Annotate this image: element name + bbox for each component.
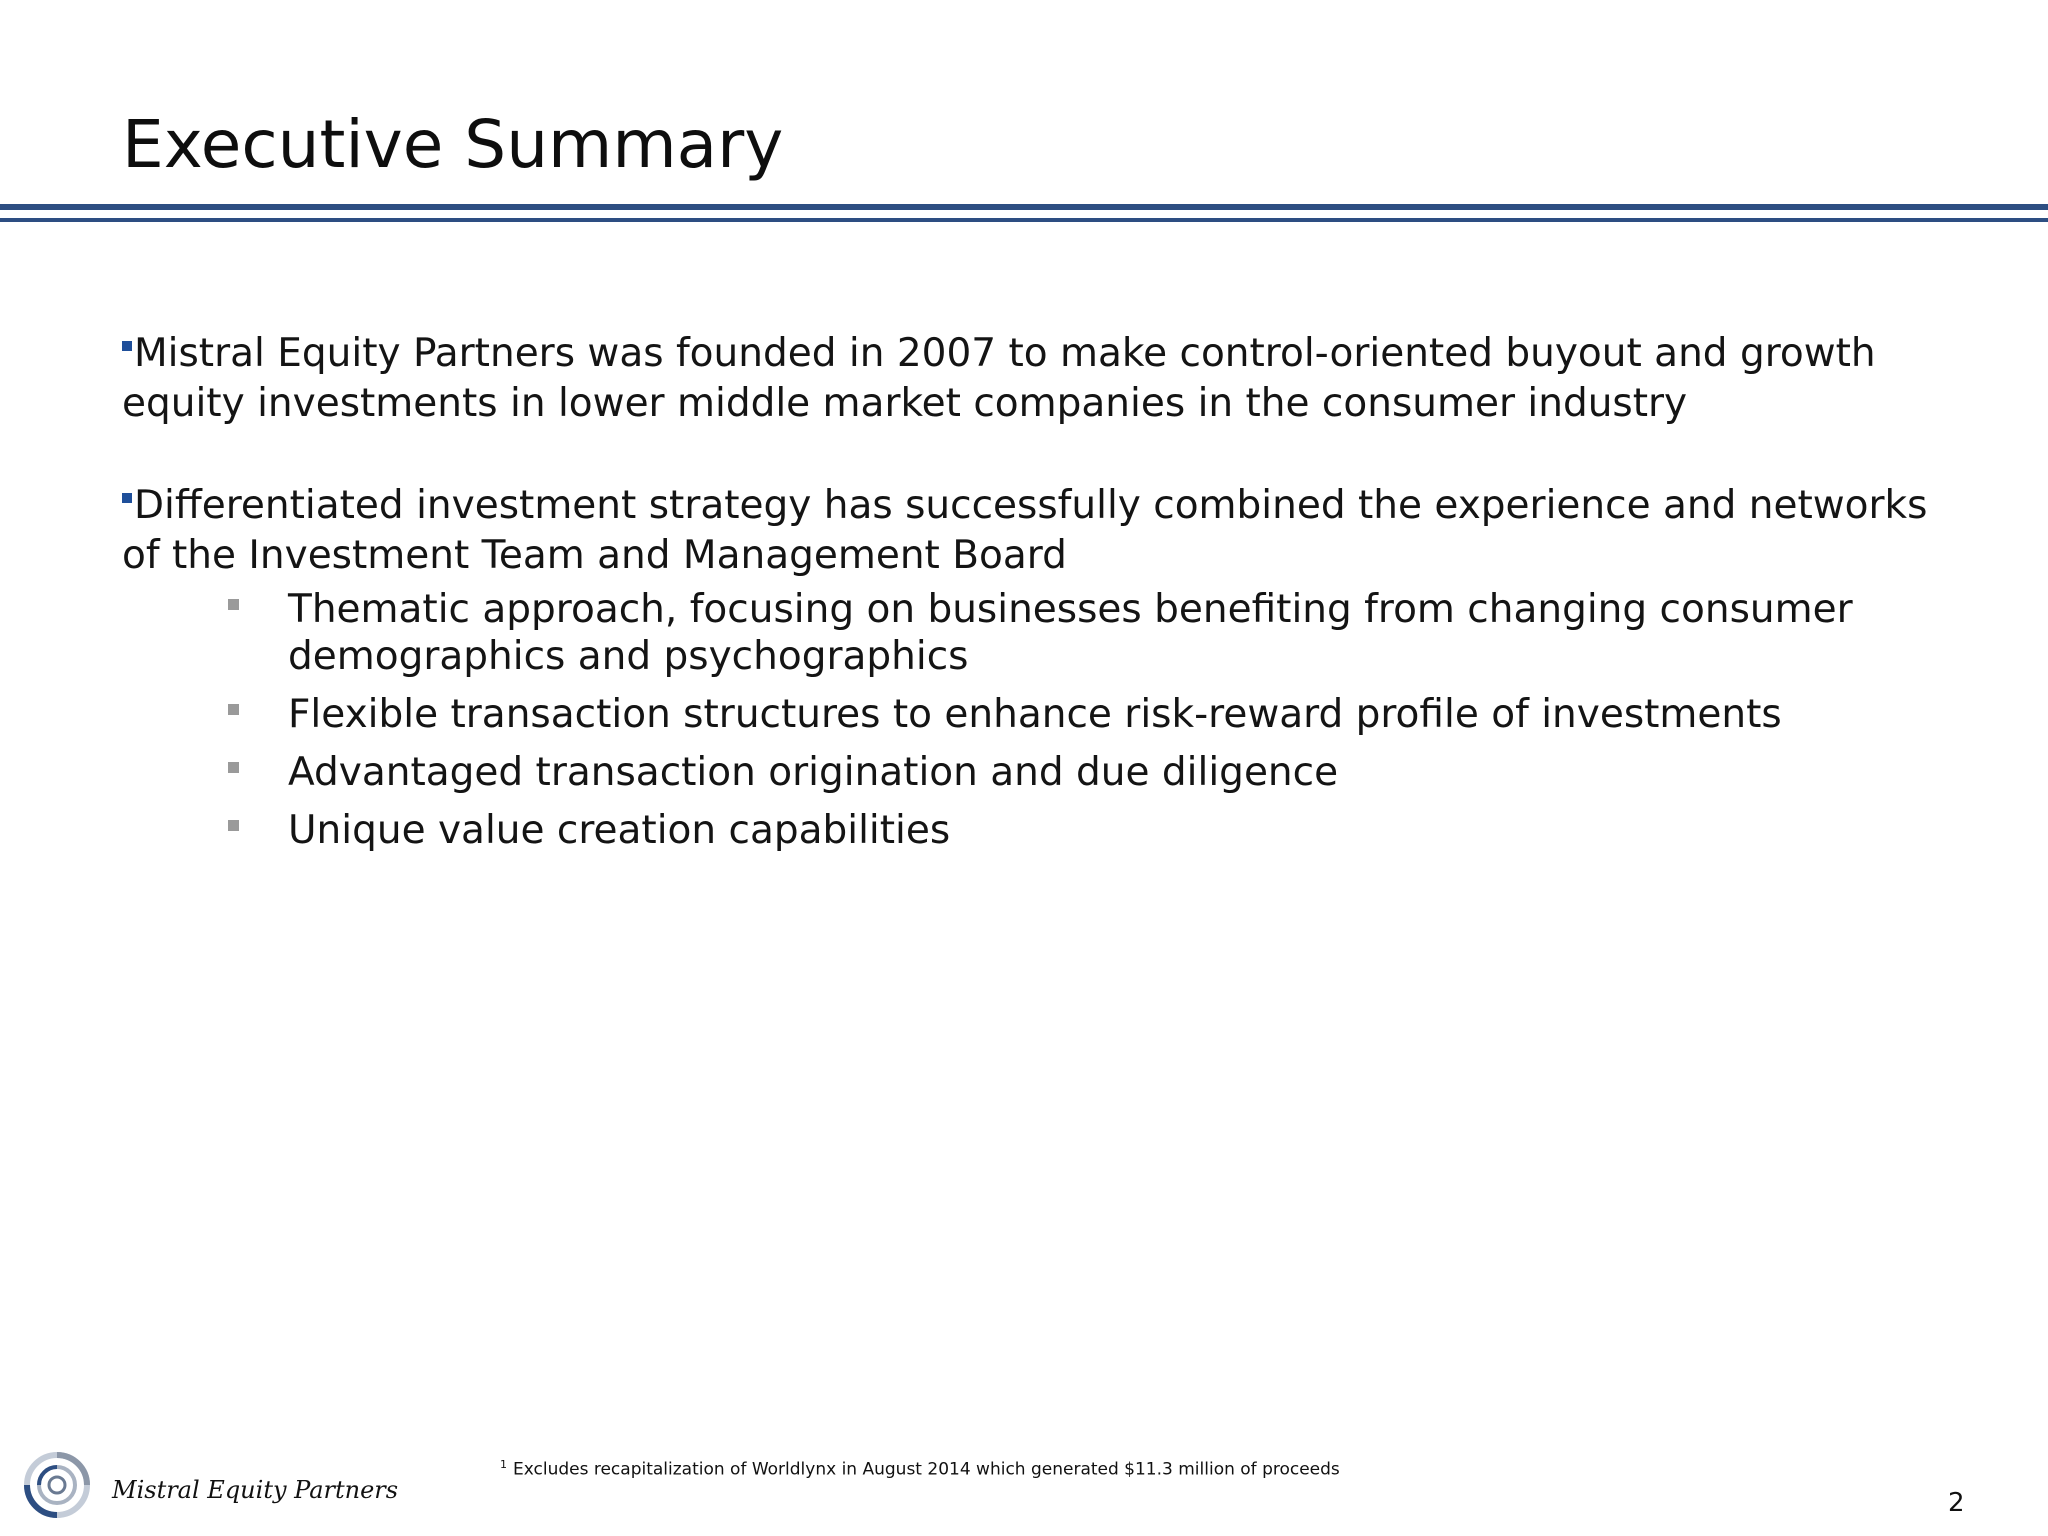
sub-bullet-text: Flexible transaction structures to enhance risk-reward profile of investments bbox=[288, 692, 1782, 737]
bullet-item bbox=[122, 329, 1962, 429]
sub-bullet-item bbox=[228, 749, 1928, 796]
logo-wordmark: Mistral Equity Partners bbox=[112, 1476, 399, 1504]
gray-square-bullet-icon bbox=[228, 762, 239, 773]
gray-square-bullet-icon bbox=[228, 599, 239, 610]
square-bullet-icon bbox=[122, 341, 132, 351]
gray-square-bullet-icon bbox=[228, 704, 239, 715]
sub-bullet-text: Unique value creation capabilities bbox=[288, 808, 951, 853]
sub-bullet-item bbox=[228, 807, 1928, 854]
sub-bullet-list bbox=[228, 586, 1928, 865]
sub-bullet-item bbox=[228, 586, 1928, 680]
sub-bullet-text: Thematic approach, focusing on businesses benefiting from changing consumer demographics and psychographics bbox=[288, 587, 1853, 679]
slide-title: Executive Summary bbox=[122, 106, 784, 183]
header-rule-thin bbox=[0, 218, 2048, 222]
gray-square-bullet-icon bbox=[228, 820, 239, 831]
footnote-text: Excludes recapitalization of Worldlynx in August 2014 which generated $11.3 million of proceeds bbox=[513, 1459, 1340, 1480]
header-rule-thick bbox=[0, 204, 2048, 210]
page-number: 2 bbox=[1948, 1488, 1965, 1518]
bullet-text: Differentiated investment strategy has successfully combined the experience and networks of the Investment Team and Management Board bbox=[122, 483, 1928, 578]
bullet-item bbox=[122, 481, 1962, 581]
sub-bullet-item bbox=[228, 691, 1928, 738]
square-bullet-icon bbox=[122, 493, 132, 503]
swirl-logo-icon bbox=[16, 1444, 98, 1526]
bullet-text: Mistral Equity Partners was founded in 2007 to make control-oriented buyout and growth equity investments in lower middle market companies in the consumer industry bbox=[122, 331, 1876, 426]
footnote bbox=[500, 1458, 1340, 1480]
sub-bullet-text: Advantaged transaction origination and due diligence bbox=[288, 750, 1339, 795]
footnote-marker: 1 bbox=[500, 1458, 507, 1471]
